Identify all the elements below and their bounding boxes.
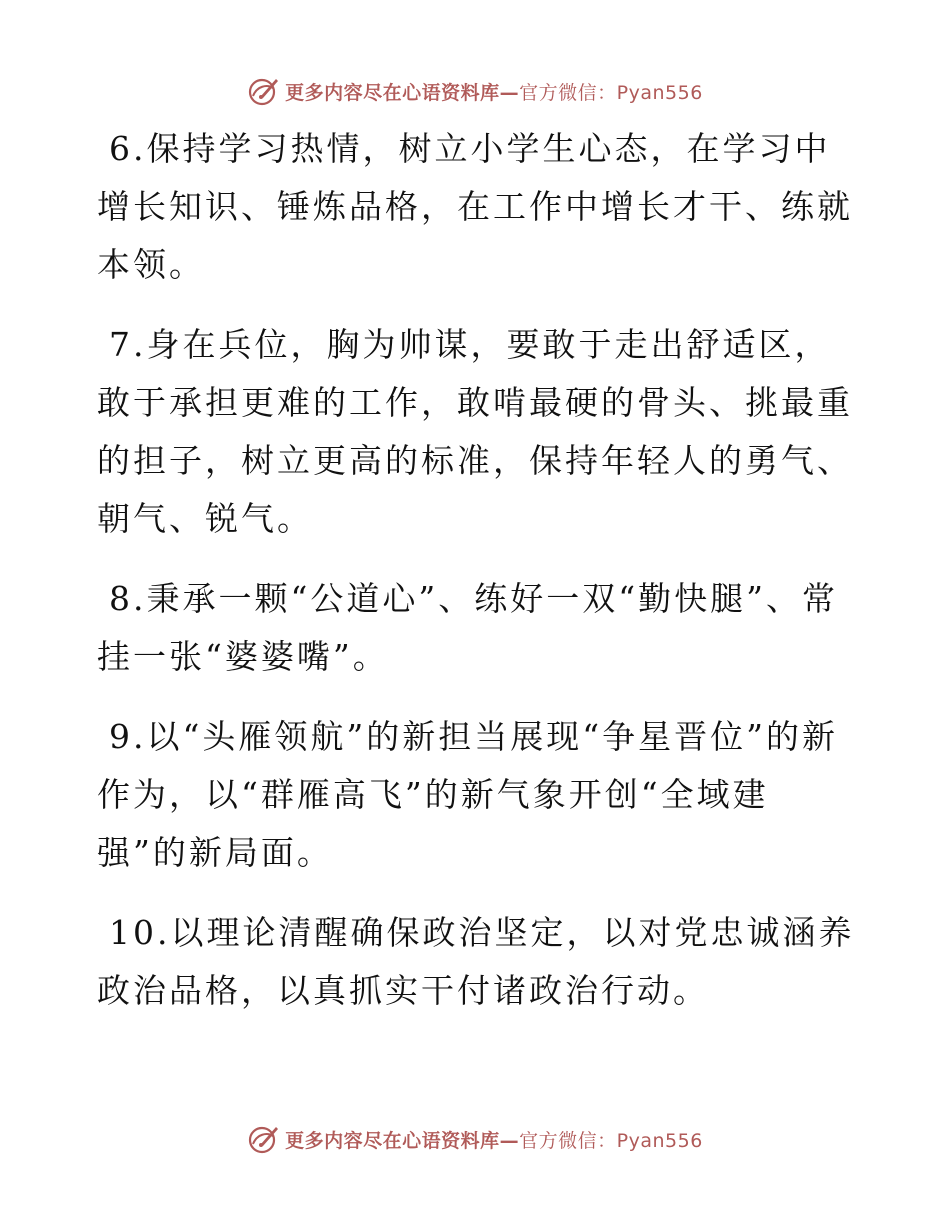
pen-swirl-logo-icon — [247, 1122, 281, 1156]
paragraph-6: 6.保持学习热情，树立小学生心态，在学习中增长知识、锤炼品格，在工作中增长才干、练就本领。 — [97, 129, 853, 284]
banner-text-main: 更多内容尽在心语资料库— — [285, 81, 520, 104]
banner-text-sub: 官方微信：Pyan556 — [519, 81, 703, 104]
banner-text-sub: 官方微信：Pyan556 — [519, 1129, 703, 1152]
paragraph-10: 10.以理论清醒确保政治坚定，以对党忠诚涵养政治品格，以真抓实干付诸政治行动。 — [97, 913, 855, 1010]
header-banner — [0, 71, 950, 111]
footer-banner — [0, 1119, 950, 1159]
banner-text — [285, 78, 703, 105]
pen-swirl-logo-icon — [247, 74, 281, 108]
banner-text — [285, 1126, 703, 1153]
paragraph-7: 7.身在兵位，胸为帅谋，要敢于走出舒适区，敢于承担更难的工作，敢啃最硬的骨头、挑最重的担子，树立更高的标准，保持年轻人的勇气、朝气、锐气。 — [97, 325, 853, 538]
document-body — [97, 120, 857, 1042]
banner-text-main: 更多内容尽在心语资料库— — [285, 1129, 520, 1152]
paragraph-8: 8.秉承一颗“公道心”、练好一双“勤快腿”、常挂一张“婆婆嘴”。 — [97, 579, 838, 676]
paragraph-9: 9.以“头雁领航”的新担当展现“争星晋位”的新作为，以“群雁高飞”的新气象开创“全域建强”的新局面。 — [97, 717, 838, 872]
